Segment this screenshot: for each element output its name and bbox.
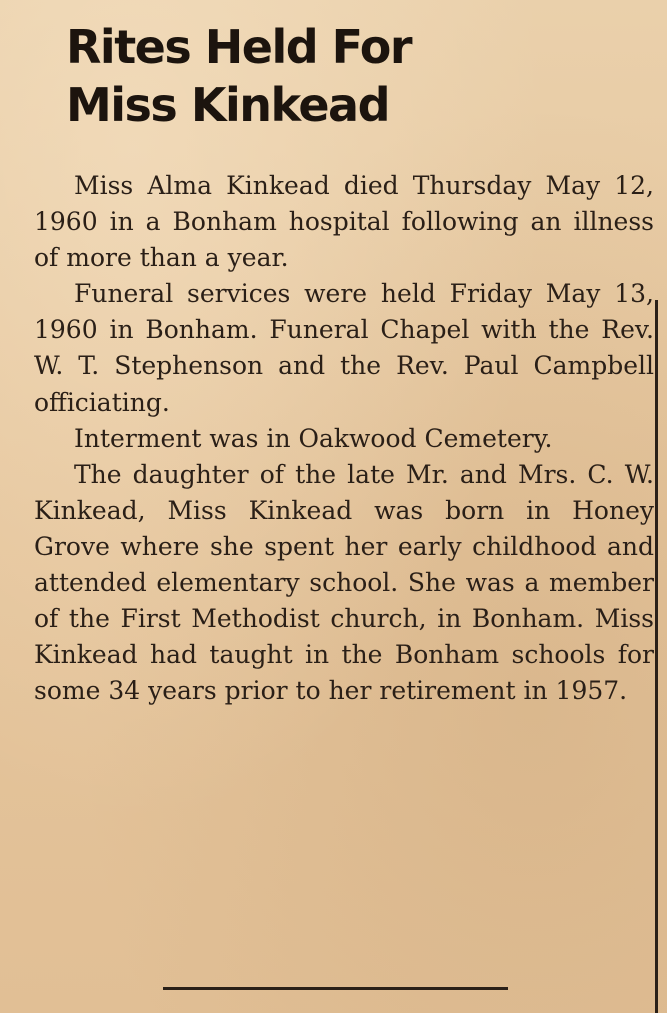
paragraph-biography: The daughter of the late Mr. and Mrs. C. W. Kinkead, Miss Kinkead was born in Honey Grove where she spent her early childhood and attended elementary school. She was a member of the First Methodist church, in Bonham. Miss Kinkead had taught in the Bonham schools for some 34 years prior to her retirement in 1957.: [34, 459, 654, 706]
paragraph-interment: Interment was in Oakwood Cemetery.: [74, 423, 553, 453]
headline-line-1: Rites Held For: [66, 20, 412, 74]
paragraph-funeral-services: Funeral services were held Friday May 13, 1960 in Bonham. Funeral Chapel with the Rev. W. T. Stephenson and the Rev. Paul Campbell officiating.: [34, 279, 654, 417]
column-rule: [655, 300, 658, 1013]
paragraph-death-notice: Miss Alma Kinkead died Thursday May 12, 1960 in a Bonham hospital following an illness of more than a year.: [34, 171, 654, 273]
headline-line-2: Miss Kinkead: [66, 78, 390, 132]
headline: [66, 18, 411, 134]
article-body: [34, 168, 654, 709]
end-of-article-rule: [163, 987, 508, 990]
